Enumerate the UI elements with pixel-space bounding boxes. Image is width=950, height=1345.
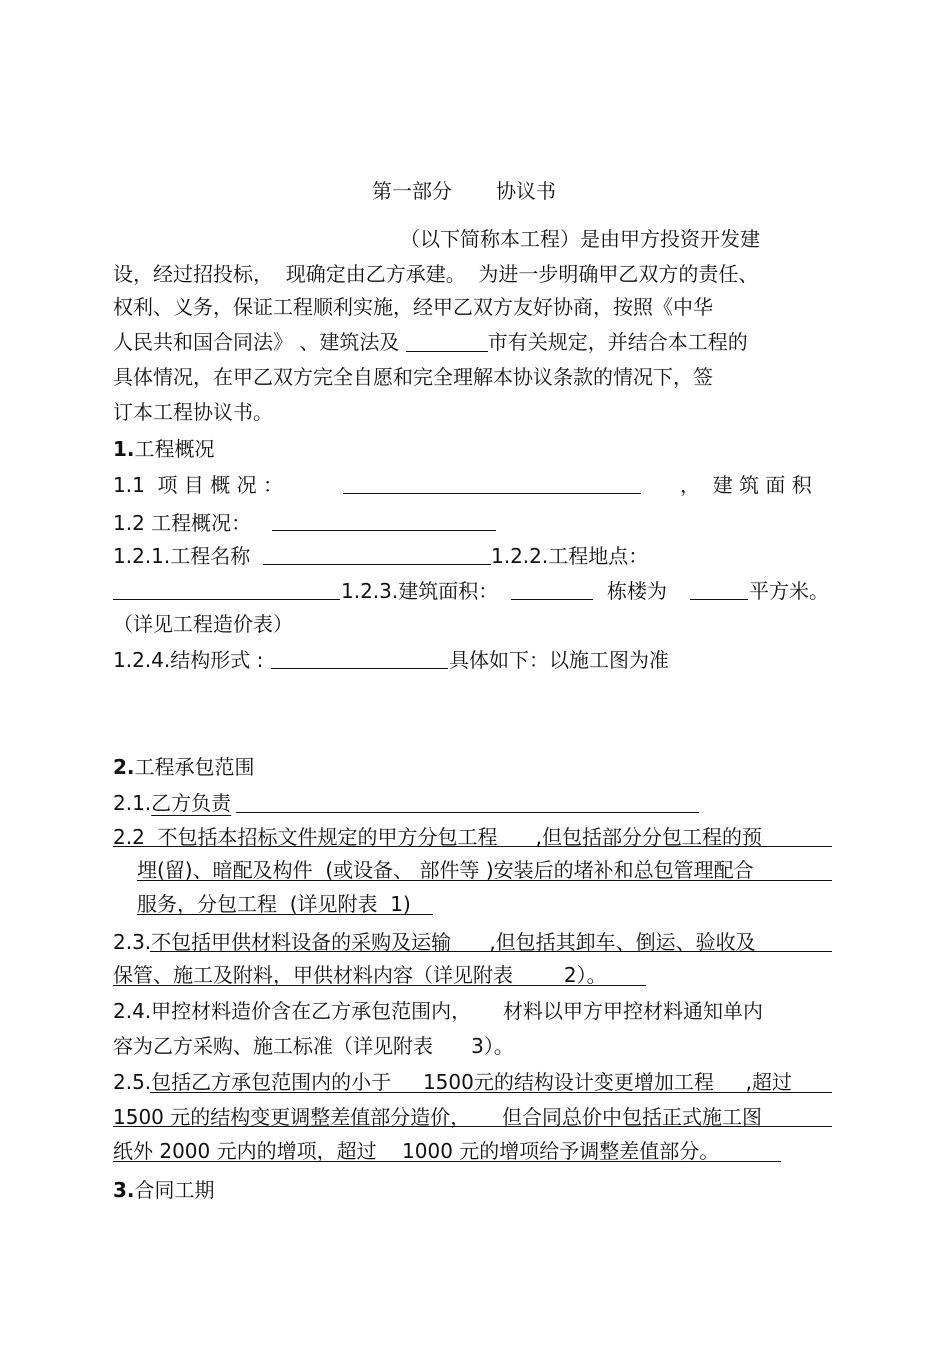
item-1-2-1-label: 1.2.1.工程名称: [113, 544, 257, 568]
item-2-5-underline-1: [150, 1092, 832, 1093]
item-2-1-text: 乙方负责: [151, 791, 232, 815]
intro-line-4b: 市有关规定，并结合本工程的: [487, 330, 748, 354]
item-2-1: [113, 790, 231, 816]
item-1-1-label: 1.1 项 目 概 况 ：: [113, 473, 283, 497]
item-1-2-4-label: 1.2.4.结构形式 :: [113, 648, 264, 672]
structure-blank: [271, 668, 448, 669]
section-3-heading: [113, 1177, 215, 1203]
intro-line-1: （以下简称本工程）是由甲方投资开发建: [400, 227, 760, 251]
section-3-number: 3.: [113, 1178, 135, 1202]
section-1-heading: [113, 436, 215, 462]
title-part: 第一部分: [372, 179, 452, 203]
section-2-number: 2.: [113, 755, 135, 779]
item-2-4-line-1: 2.4.甲控材料造价含在乙方承包范围内， 材料以甲方甲控材料通知单内: [113, 999, 763, 1023]
section-3-title: 合同工期: [134, 1178, 215, 1202]
section-1-title: 工程概况: [134, 437, 215, 461]
item-2-5-line-3: 纸外 2000 元内的增项，超过 1000 元的增项给予调整差值部分。: [113, 1139, 720, 1163]
item-2-2-line-2: 埋(留)、暗配及构件 (或设备、 部件等 )安装后的堵补和总包管理配合: [137, 858, 754, 882]
item-2-5-underline-2: [113, 1126, 832, 1127]
item-2-5-text: 包括乙方承包范围内的小于 1500元的结构设计变更增加工程 ,超过: [151, 1070, 793, 1094]
item-2-2-line-3: 服务，分包工程 (详见附表 1): [137, 892, 411, 916]
page-title: [372, 178, 556, 204]
contractor-scope-blank: [236, 812, 699, 813]
item-2-2-underline-3: [137, 914, 433, 915]
item-2-1-number: 2.1.: [113, 791, 152, 815]
city-blank: [406, 331, 488, 352]
area-blank-2: [690, 599, 748, 600]
cost-table-note: （详见工程造价表）: [113, 612, 293, 636]
intro-line-3: 权利、义务，保证工程顺利实施，经甲乙双方友好协商，按照《中华: [113, 295, 713, 319]
project-overview-blank: [343, 493, 641, 494]
intro-line-5: 具体情况，在甲乙双方完全自愿和完全理解本协议条款的情况下，签: [113, 365, 713, 389]
intro-line-4: [113, 329, 748, 355]
item-2-3-line-2: 保管、施工及附料，甲供材料内容（详见附表 2）。: [113, 963, 607, 987]
item-2-5-underline-3: [113, 1161, 781, 1162]
project-name-blank: [263, 564, 491, 565]
section-1-number: 1.: [113, 437, 135, 461]
item-1-2-4-tail: 具体如下：以施工图为准: [449, 648, 669, 672]
item-2-5-line-2: 1500 元的结构变更调整差值部分造价， 但合同总价中包括正式施工图: [113, 1105, 763, 1129]
item-1-2-3-unit: 平方米。: [749, 579, 829, 603]
item-1-2-label: 1.2 工程概况：: [113, 511, 252, 535]
item-1-2-3-label: 1.2.3.建筑面积：: [341, 579, 499, 603]
item-2-3-underline-2: [113, 985, 646, 986]
item-2-3-text: 不包括甲供材料设备的采购及运输 ,但包括其卸车、倒运、验收及: [151, 930, 756, 954]
area-blank-1: [511, 599, 593, 600]
title-name: 协议书: [496, 179, 556, 203]
section-2-heading: [113, 754, 255, 780]
intro-line-4a: 人民共和国合同法》 、建筑法及: [113, 330, 406, 354]
section-2-title: 工程承包范围: [134, 755, 255, 779]
item-2-3-number: 2.3.: [113, 930, 152, 954]
item-2-2-line-1: 2.2 不包括本招标文件规定的甲方分包工程 ,但包括部分分包工程的预: [113, 825, 763, 849]
item-2-3-underline-1: [150, 951, 832, 952]
intro-line-6: 订本工程协议书。: [113, 400, 273, 424]
item-1-1-tail: ， 建 筑 面 积: [680, 473, 812, 497]
intro-line-2: 设，经过招投标， 现确定由乙方承建。 为进一步明确甲乙双方的责任、: [113, 262, 759, 286]
item-2-2-underline-1: [113, 846, 832, 847]
project-location-blank: [113, 599, 340, 600]
item-1-2-3-mid: 栋楼为: [607, 579, 667, 603]
item-2-2-underline-2: [137, 880, 832, 881]
overview-blank: [272, 530, 496, 531]
item-1-2-2-label: 1.2.2.工程地点：: [491, 544, 649, 568]
item-2-4-line-2: 容为乙方采购、施工标准（详见附表 3）。: [113, 1034, 514, 1058]
item-2-5-number: 2.5.: [113, 1070, 152, 1094]
